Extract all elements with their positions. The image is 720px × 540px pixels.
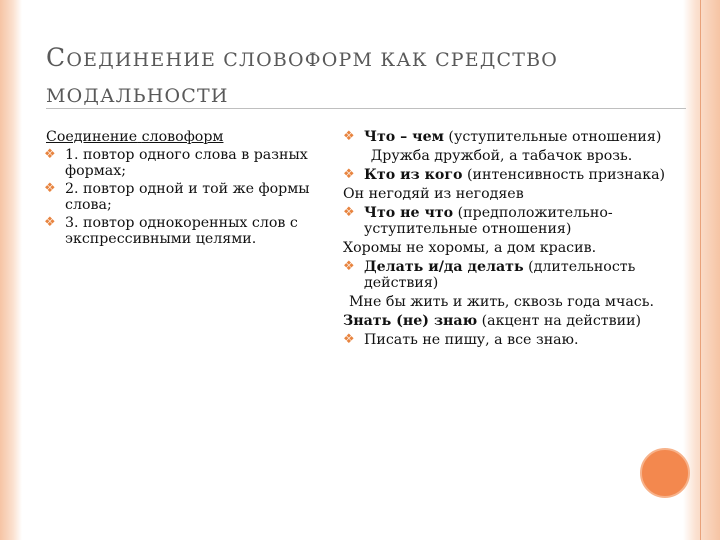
list-item-text: 3. повтор однокоренных слов с экспрессивными целями. <box>65 215 298 247</box>
list-item-text: 2. повтор одной и той же формы слова; <box>65 181 310 213</box>
right-border-line <box>700 0 701 540</box>
construction-pattern: Что – чем <box>364 129 444 145</box>
diamond-bullet-icon: ❖ <box>44 215 56 230</box>
construction-meaning: (акцент на действии) <box>477 313 642 329</box>
list-item <box>44 147 322 179</box>
title-line-1: ОЕДИНЕНИЕ СЛОВОФОРМ КАК СРЕДСТВО <box>66 49 559 71</box>
list-item <box>44 181 322 213</box>
construction-item <box>343 205 678 237</box>
heading-word-1: Соединение <box>46 129 138 145</box>
left-column <box>44 129 322 249</box>
construction-pattern: Что не что <box>364 205 454 221</box>
list-item <box>44 215 322 247</box>
construction-item <box>343 129 678 145</box>
construction-item <box>343 332 678 348</box>
title-line-2: МОДАЛЬНОСТИ <box>46 85 229 107</box>
right-decorative-border <box>683 0 720 540</box>
heading-word-2: словоформ <box>141 129 224 145</box>
list-item-text: 1. повтор одного слова в разных формах; <box>65 147 308 179</box>
construction-item <box>343 259 678 291</box>
construction-item-unbulleted <box>343 313 678 329</box>
left-decorative-border <box>0 0 22 540</box>
diamond-bullet-icon: ❖ <box>343 129 355 144</box>
construction-item <box>343 167 678 183</box>
construction-pattern: Знать (не) знаю <box>343 313 478 329</box>
diamond-bullet-icon: ❖ <box>343 205 355 220</box>
slide-title <box>46 40 606 114</box>
diamond-bullet-icon: ❖ <box>343 259 355 274</box>
diamond-bullet-icon: ❖ <box>343 167 355 182</box>
right-column <box>343 129 678 350</box>
title-divider <box>46 108 686 109</box>
construction-meaning: (интенсивность признака) <box>462 167 666 183</box>
diamond-bullet-icon: ❖ <box>44 181 56 196</box>
example-sentence: Писать не пишу, а все знаю. <box>364 332 579 348</box>
diamond-bullet-icon: ❖ <box>343 332 355 347</box>
title-initial: С <box>46 43 67 72</box>
construction-meaning: (длительность действия) <box>364 259 636 291</box>
example-sentence: Он негодяй из негодяев <box>343 186 524 202</box>
example-sentence: Хоромы не хоромы, а дом красив. <box>343 240 597 256</box>
orange-circle-decoration <box>640 448 690 498</box>
left-heading <box>46 129 322 145</box>
construction-meaning: (предположительно-уступительные отношения) <box>364 205 613 237</box>
example-sentence: Дружба дружбой, а табачок врозь. <box>370 148 633 164</box>
diamond-bullet-icon: ❖ <box>44 147 56 162</box>
construction-pattern: Кто из кого <box>364 167 463 183</box>
construction-pattern: Делать и/да делать <box>364 259 524 275</box>
example-sentence: Мне бы жить и жить, сквозь года мчась. <box>349 294 654 310</box>
construction-meaning: (уступительные отношения) <box>443 129 662 145</box>
